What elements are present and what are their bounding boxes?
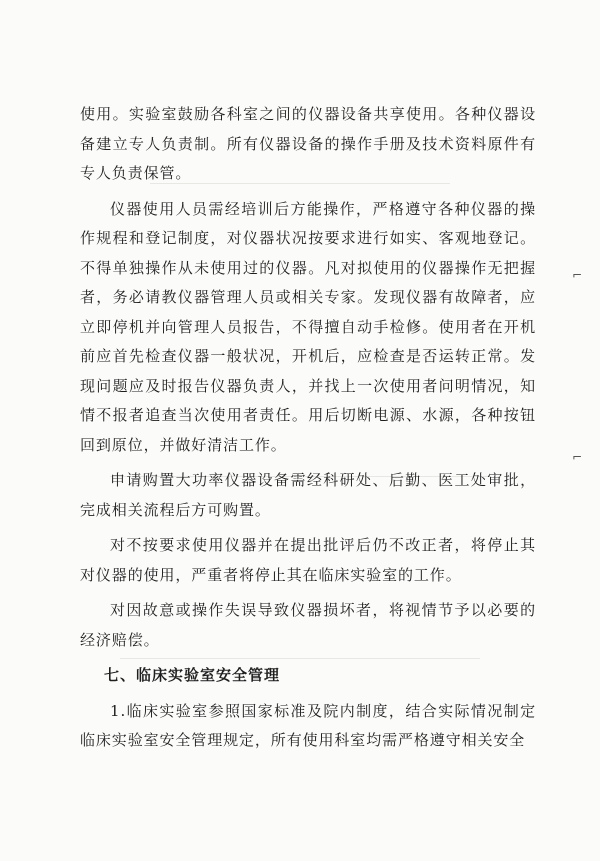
body-paragraph: 1.临床实验室参照国家标准及院内制度，结合实际情况制定临床实验室安全管理规定，所有使用科室均需严格遵守相关安全 <box>80 701 536 749</box>
body-paragraph: 仪器使用人员需经培训后方能操作，严格遵守各种仪器的操作规程和登记制度，对仪器状况按要求进行如实、客观地登记。不得单独操作从未使用过的仪器。凡对拟使用的仪器操作无把握者，务必请教仪器管理人员或相关专家。发现仪器有故障者，应立即停机并向管理人员报告，不得擅自动手检修。使用者在开机前应首先检查仪器一般状况，开机后，应检查是否运转正常。发现问题应及时报告仪器负责人，并找上一次使用者问明情况，知情不报者追查当次使用者责任。用后切断电源、水源，各种按钮回到原位，并做好清洁工作。 <box>80 199 536 454</box>
body-paragraph: 申请购置大功率仪器设备需经科研处、后勤、医工处审批，完成相关流程后方可购置。 <box>80 471 536 519</box>
scan-edge-mark: ⌐ <box>572 268 583 282</box>
body-paragraph: 对不按要求使用仪器并在提出批评后仍不改正者，将停止其对仪器的使用，严重者将停止其在临床实验室的工作。 <box>80 536 536 584</box>
body-paragraph: 使用。实验室鼓励各科室之间的仪器设备共享使用。各种仪器设备建立专人负责制。所有仪器设备的操作手册及技术资料原件有专人负责保管。 <box>80 105 536 182</box>
section-heading: 七、临床实验室安全管理 <box>104 666 281 684</box>
document-body <box>80 100 536 756</box>
scan-edge-mark: ⌐ <box>572 450 583 464</box>
body-paragraph: 对因故意或操作失误导致仪器损坏者，将视情节予以必要的经济赔偿。 <box>80 601 536 649</box>
